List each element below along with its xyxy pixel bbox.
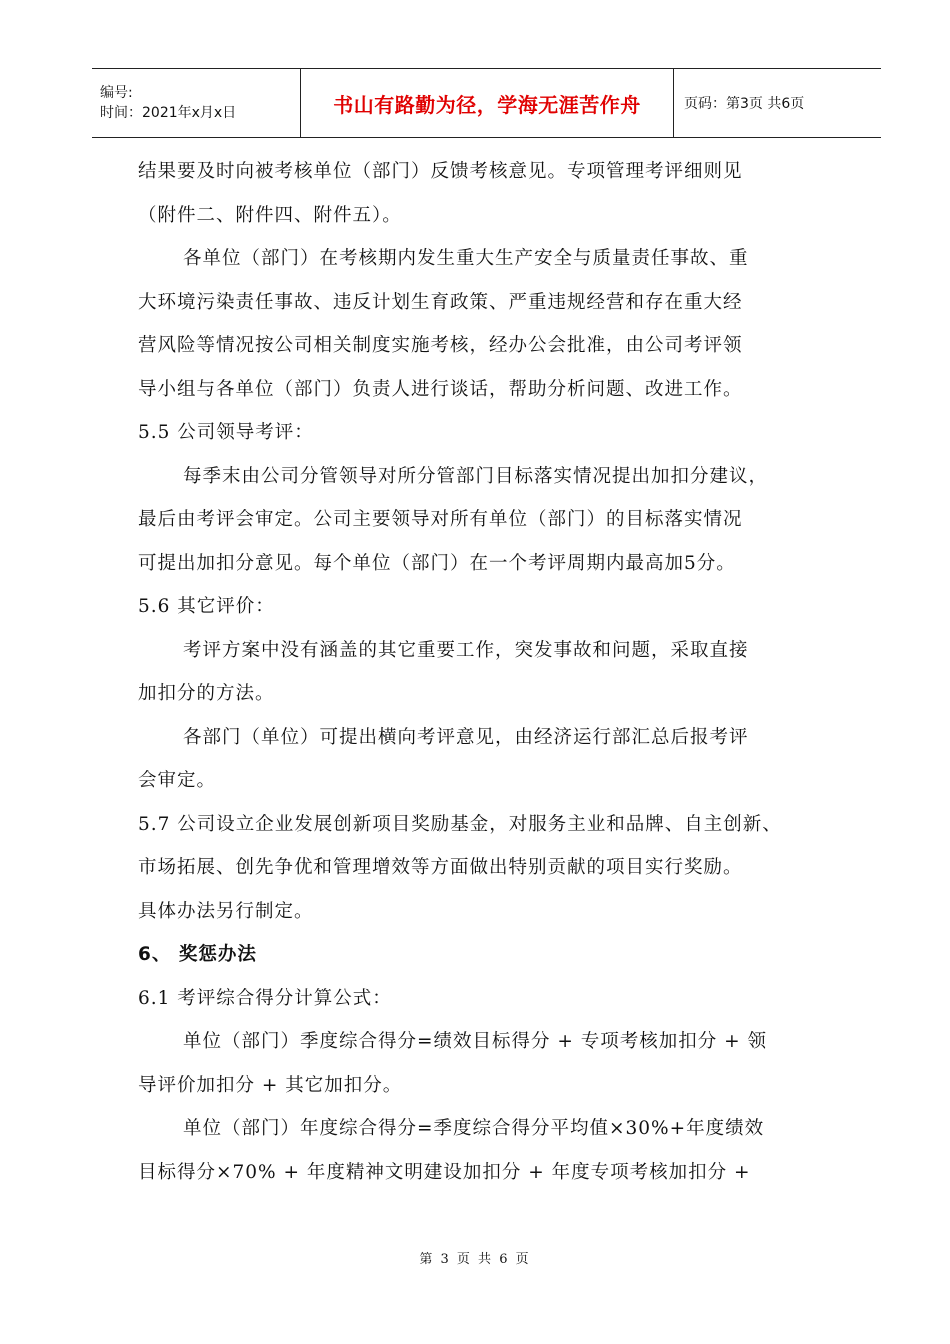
text-line: 具体办法另行制定。 (138, 900, 314, 922)
header-page-cell (674, 69, 881, 137)
text-line: 各部门（单位）可提出横向考评意见，由经济运行部汇总后报考评 (183, 726, 749, 748)
text-line: 目标得分×70% + 年度精神文明建设加扣分 + 年度专项考核加扣分 + (138, 1161, 751, 1183)
header-motto-cell (300, 69, 674, 137)
section-heading: 6.1 考评综合得分计算公式： (138, 987, 392, 1009)
text-line: 营风险等情况按公司相关制度实施考核，经办公会批准，由公司考评领 (138, 335, 743, 356)
text-line: 各单位（部门）在考核期内发生重大生产安全与质量责任事故、重 (183, 248, 749, 269)
page-footer: 第 3 页 共 6 页 (419, 1252, 531, 1267)
text-line: 可提出加扣分意见。每个单位（部门）在一个考评周期内最高加5分。 (138, 552, 736, 574)
text-line: 会审定。 (138, 770, 217, 791)
text-line: 加扣分的方法。 (138, 683, 275, 704)
text-line: 结果要及时向被考核单位（部门）反馈考核意见。专项管理考评细则见 (138, 161, 743, 182)
text-line: 单位（部门）年度综合得分=季度综合得分平均值×30%+年度绩效 (183, 1118, 765, 1139)
text-line: 5.7 公司设立企业发展创新项目奖励基金，对服务主业和品牌、自主创新、 (138, 813, 782, 835)
text-line: 每季末由公司分管领导对所分管部门目标落实情况提出加扣分建议， (183, 465, 769, 487)
header-meta (92, 69, 300, 137)
text-line: （附件二、附件四、附件五）。 (138, 204, 402, 226)
document-body (138, 150, 854, 1194)
text-line: 单位（部门）季度综合得分=绩效目标得分 + 专项考核加扣分 + 领 (183, 1031, 768, 1052)
text-line: 最后由考评会审定。公司主要领导对所有单位（部门）的目标落实情况 (138, 509, 743, 530)
number-label: 编号: (100, 85, 133, 101)
text-line: 大环境污染责任事故、违反计划生育政策、严重违规经营和存在重大经 (138, 291, 743, 313)
motto: 书山有路勤为径，学海无涯苦作舟 (333, 92, 641, 117)
section-heading: 5.5 公司领导考评： (138, 422, 314, 443)
text-line: 市场拓展、创先争优和管理增效等方面做出特别贡献的项目实行奖励。 (138, 857, 743, 878)
chapter-heading: 6、 奖惩办法 (138, 944, 257, 965)
time-label: 时间：2021年x月x日 (100, 105, 237, 121)
text-line: 导评价加扣分 + 其它加扣分。 (138, 1074, 403, 1096)
page-info: 页码：第3页 共6页 (684, 96, 805, 112)
text-line: 导小组与各单位（部门）负责人进行谈话，帮助分析问题、改进工作。 (138, 378, 743, 400)
page-header (92, 68, 881, 138)
text-line: 考评方案中没有涵盖的其它重要工作，突发事故和问题，采取直接 (183, 639, 749, 661)
section-heading: 5.6 其它评价： (138, 596, 275, 617)
